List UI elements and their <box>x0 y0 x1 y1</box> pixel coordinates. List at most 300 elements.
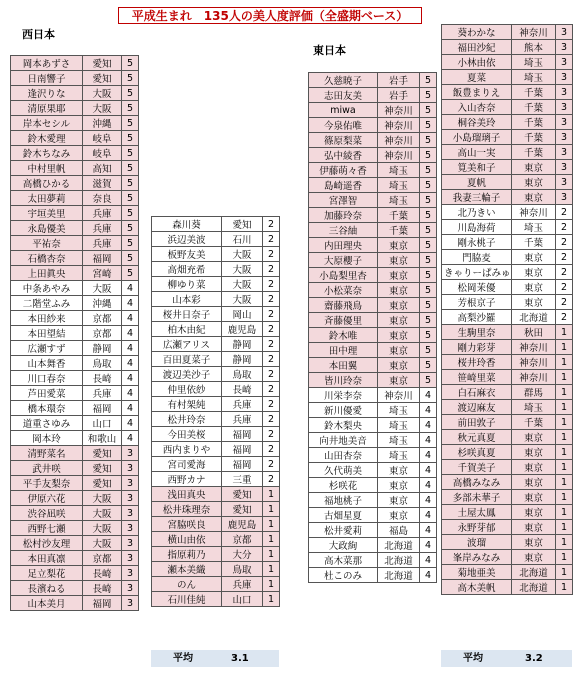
score-cell: 5 <box>122 176 139 191</box>
prefecture-cell: 奈良 <box>83 191 122 206</box>
prefecture-cell: 東京 <box>378 463 420 478</box>
prefecture-cell: 東京 <box>512 250 556 265</box>
prefecture-cell: 鳥取 <box>83 356 122 371</box>
prefecture-cell: 大阪 <box>222 262 263 277</box>
table-row <box>309 163 437 178</box>
prefecture-cell: 北海道 <box>378 568 420 583</box>
table-row <box>309 283 437 298</box>
person-name-cell: 伊原六花 <box>11 491 83 506</box>
score-cell: 4 <box>420 448 437 463</box>
table-row <box>442 25 573 40</box>
prefecture-cell: 兵庫 <box>83 236 122 251</box>
table-row <box>442 475 573 490</box>
score-cell: 2 <box>556 295 573 310</box>
score-cell: 5 <box>420 313 437 328</box>
person-name-cell: 渋谷凪咲 <box>11 506 83 521</box>
prefecture-cell: 北海道 <box>512 310 556 325</box>
table-row <box>442 340 573 355</box>
table-row <box>442 580 573 595</box>
score-cell: 3 <box>122 566 139 581</box>
score-cell: 5 <box>122 56 139 71</box>
table-row <box>442 280 573 295</box>
table-row <box>442 55 573 70</box>
prefecture-cell: 岩手 <box>378 88 420 103</box>
prefecture-cell: 兵庫 <box>222 397 263 412</box>
prefecture-cell: 埼玉 <box>378 433 420 448</box>
score-cell: 3 <box>122 491 139 506</box>
prefecture-cell: 愛知 <box>83 461 122 476</box>
score-cell: 1 <box>263 502 280 517</box>
score-cell: 3 <box>122 461 139 476</box>
prefecture-cell: 大阪 <box>83 491 122 506</box>
score-cell: 4 <box>420 553 437 568</box>
person-name-cell: 松岡茉優 <box>442 280 512 295</box>
person-name-cell: 久慈暁子 <box>309 73 378 88</box>
score-cell: 4 <box>420 418 437 433</box>
prefecture-cell: 東京 <box>378 343 420 358</box>
table-row <box>309 388 437 403</box>
person-name-cell: 松井玲奈 <box>152 412 222 427</box>
table-row <box>309 328 437 343</box>
score-cell: 2 <box>263 352 280 367</box>
person-name-cell: 松井珠理奈 <box>152 502 222 517</box>
prefecture-cell: 埼玉 <box>378 418 420 433</box>
score-cell: 1 <box>556 415 573 430</box>
table-row <box>442 70 573 85</box>
score-cell: 2 <box>263 217 280 232</box>
score-cell: 2 <box>263 322 280 337</box>
score-cell: 3 <box>556 100 573 115</box>
table-row <box>152 337 280 352</box>
score-cell: 3 <box>122 446 139 461</box>
score-cell: 3 <box>122 476 139 491</box>
score-cell: 2 <box>263 292 280 307</box>
score-cell: 2 <box>263 247 280 262</box>
table-row <box>309 538 437 553</box>
score-cell: 1 <box>263 517 280 532</box>
person-name-cell: 桜井日奈子 <box>152 307 222 322</box>
score-cell: 2 <box>556 265 573 280</box>
score-cell: 5 <box>122 146 139 161</box>
score-cell: 2 <box>263 277 280 292</box>
score-cell: 2 <box>556 280 573 295</box>
score-cell: 3 <box>556 145 573 160</box>
person-name-cell: 川口春奈 <box>11 371 83 386</box>
person-name-cell: 小島瑠璃子 <box>442 130 512 145</box>
prefecture-cell: 神奈川 <box>378 148 420 163</box>
prefecture-cell: 長崎 <box>83 581 122 596</box>
table-row <box>11 341 139 356</box>
score-cell: 1 <box>556 430 573 445</box>
table-row <box>152 397 280 412</box>
prefecture-cell: 東京 <box>512 190 556 205</box>
table-row <box>11 71 139 86</box>
score-cell: 4 <box>122 371 139 386</box>
score-cell: 2 <box>263 412 280 427</box>
person-name-cell: 島崎遥香 <box>309 178 378 193</box>
prefecture-cell: 福岡 <box>83 596 122 611</box>
table-row <box>152 562 280 577</box>
prefecture-cell: 埼玉 <box>378 163 420 178</box>
person-name-cell: 高山一実 <box>442 145 512 160</box>
person-name-cell: 逢沢りな <box>11 86 83 101</box>
person-name-cell: 向井地美音 <box>309 433 378 448</box>
prefecture-cell: 東京 <box>512 550 556 565</box>
score-cell: 4 <box>122 281 139 296</box>
person-name-cell: 指原莉乃 <box>152 547 222 562</box>
table-row <box>442 445 573 460</box>
score-cell: 4 <box>420 523 437 538</box>
table-row <box>442 400 573 415</box>
person-name-cell: 平祐奈 <box>11 236 83 251</box>
score-cell: 5 <box>420 298 437 313</box>
person-name-cell: 石川佳純 <box>152 592 222 607</box>
table-row <box>309 433 437 448</box>
table-row <box>152 577 280 592</box>
person-name-cell: 日南響子 <box>11 71 83 86</box>
prefecture-cell: 福岡 <box>83 251 122 266</box>
score-cell: 1 <box>556 505 573 520</box>
table-row <box>442 175 573 190</box>
person-name-cell: 高梨沙羅 <box>442 310 512 325</box>
prefecture-cell: 岐阜 <box>83 131 122 146</box>
person-name-cell: 小松菜奈 <box>309 283 378 298</box>
west-average-box <box>151 650 279 667</box>
west-average-value: 3.1 <box>231 653 249 664</box>
person-name-cell: 本田翼 <box>309 358 378 373</box>
table-row <box>152 217 280 232</box>
prefecture-cell: 東京 <box>378 358 420 373</box>
score-cell: 3 <box>556 160 573 175</box>
prefecture-cell: 石川 <box>222 232 263 247</box>
person-name-cell: 内田理央 <box>309 238 378 253</box>
prefecture-cell: 大阪 <box>83 536 122 551</box>
table-row <box>11 161 139 176</box>
person-name-cell: 平手友梨奈 <box>11 476 83 491</box>
prefecture-cell: 鳥取 <box>222 562 263 577</box>
score-cell: 5 <box>420 268 437 283</box>
table-row <box>442 565 573 580</box>
table-row <box>309 568 437 583</box>
table-row <box>152 367 280 382</box>
score-cell: 2 <box>556 310 573 325</box>
person-name-cell: 二階堂ふみ <box>11 296 83 311</box>
person-name-cell: 千賀美子 <box>442 460 512 475</box>
score-cell: 5 <box>122 71 139 86</box>
person-name-cell: 福田沙紀 <box>442 40 512 55</box>
person-name-cell: 松井愛莉 <box>309 523 378 538</box>
prefecture-cell: 熊本 <box>512 40 556 55</box>
table-row <box>309 193 437 208</box>
prefecture-cell: 鹿児島 <box>222 322 263 337</box>
score-cell: 4 <box>122 296 139 311</box>
west-japan-label: 西日本 <box>22 28 55 41</box>
person-name-cell: 山本彩 <box>152 292 222 307</box>
score-cell: 5 <box>122 206 139 221</box>
person-name-cell: 長濱ねる <box>11 581 83 596</box>
person-name-cell: 今泉佑唯 <box>309 118 378 133</box>
score-cell: 5 <box>122 116 139 131</box>
person-name-cell: 飯豊まりえ <box>442 85 512 100</box>
score-cell: 4 <box>122 401 139 416</box>
score-cell: 2 <box>263 442 280 457</box>
table-row <box>11 566 139 581</box>
score-cell: 4 <box>420 493 437 508</box>
score-cell: 1 <box>556 400 573 415</box>
person-name-cell: 柳ゆり菜 <box>152 277 222 292</box>
score-cell: 2 <box>556 205 573 220</box>
table-row <box>152 532 280 547</box>
person-name-cell: 川島海荷 <box>442 220 512 235</box>
table-row <box>309 103 437 118</box>
prefecture-cell: 東京 <box>378 493 420 508</box>
person-name-cell: 太田夢莉 <box>11 191 83 206</box>
person-name-cell: 葵わかな <box>442 25 512 40</box>
person-name-cell: 清野菜名 <box>11 446 83 461</box>
score-cell: 5 <box>420 253 437 268</box>
prefecture-cell: 神奈川 <box>512 25 556 40</box>
person-name-cell: 岡本玲 <box>11 431 83 446</box>
table-row <box>309 523 437 538</box>
score-cell: 5 <box>420 103 437 118</box>
table-row <box>442 535 573 550</box>
prefecture-cell: 兵庫 <box>222 577 263 592</box>
score-cell: 5 <box>420 133 437 148</box>
prefecture-cell: 鳥取 <box>222 367 263 382</box>
table-row <box>11 101 139 116</box>
table-row <box>152 592 280 607</box>
table-row <box>11 416 139 431</box>
table-row <box>309 208 437 223</box>
table-row <box>152 292 280 307</box>
prefecture-cell: 神奈川 <box>378 388 420 403</box>
prefecture-cell: 高知 <box>83 161 122 176</box>
person-name-cell: 高橋ひかる <box>11 176 83 191</box>
table-row <box>442 220 573 235</box>
table-row <box>152 352 280 367</box>
table-row <box>442 145 573 160</box>
table-row <box>11 131 139 146</box>
prefecture-cell: 愛知 <box>83 446 122 461</box>
person-name-cell: 永野芽郁 <box>442 520 512 535</box>
person-name-cell: 門脇麦 <box>442 250 512 265</box>
person-name-cell: 中村里帆 <box>11 161 83 176</box>
score-cell: 5 <box>420 178 437 193</box>
person-name-cell: 弘中綾香 <box>309 148 378 163</box>
table-row <box>309 178 437 193</box>
table-row <box>442 505 573 520</box>
score-cell: 5 <box>122 221 139 236</box>
score-cell: 1 <box>263 592 280 607</box>
person-name-cell: 瀬本美織 <box>152 562 222 577</box>
prefecture-cell: 兵庫 <box>83 386 122 401</box>
prefecture-cell: 秋田 <box>512 325 556 340</box>
person-name-cell: 伊藤萌々香 <box>309 163 378 178</box>
score-cell: 1 <box>556 520 573 535</box>
person-name-cell: 横山由依 <box>152 532 222 547</box>
prefecture-cell: 東京 <box>378 508 420 523</box>
prefecture-cell: 東京 <box>512 295 556 310</box>
table-row <box>152 307 280 322</box>
person-name-cell: 有村架純 <box>152 397 222 412</box>
table-row <box>11 401 139 416</box>
person-name-cell: 今田美桜 <box>152 427 222 442</box>
score-cell: 4 <box>420 463 437 478</box>
prefecture-cell: 兵庫 <box>83 206 122 221</box>
person-name-cell: 松村沙友理 <box>11 536 83 551</box>
person-name-cell: 本田望結 <box>11 326 83 341</box>
table-row <box>309 403 437 418</box>
table-row <box>11 446 139 461</box>
table-row <box>152 262 280 277</box>
table-row <box>11 461 139 476</box>
prefecture-cell: 千葉 <box>378 223 420 238</box>
score-cell: 1 <box>263 562 280 577</box>
person-name-cell: 川栄李奈 <box>309 388 378 403</box>
person-name-cell: 白石麻衣 <box>442 385 512 400</box>
person-name-cell: 西内まりや <box>152 442 222 457</box>
table-row <box>442 490 573 505</box>
person-name-cell: 橋本環奈 <box>11 401 83 416</box>
score-cell: 2 <box>263 397 280 412</box>
score-cell: 2 <box>263 307 280 322</box>
score-cell: 5 <box>420 118 437 133</box>
person-name-cell: 渡辺麻友 <box>442 400 512 415</box>
person-name-cell: 桐谷美玲 <box>442 115 512 130</box>
prefecture-cell: 神奈川 <box>512 370 556 385</box>
prefecture-cell: 大阪 <box>83 86 122 101</box>
score-cell: 3 <box>556 85 573 100</box>
prefecture-cell: 北海道 <box>378 553 420 568</box>
prefecture-cell: 東京 <box>378 313 420 328</box>
prefecture-cell: 和歌山 <box>83 431 122 446</box>
prefecture-cell: 大阪 <box>222 247 263 262</box>
table-row <box>11 236 139 251</box>
table-row <box>442 355 573 370</box>
person-name-cell: 鈴木梨央 <box>309 418 378 433</box>
table-row <box>442 265 573 280</box>
table-row <box>11 551 139 566</box>
prefecture-cell: 神奈川 <box>512 340 556 355</box>
prefecture-cell: 大阪 <box>83 281 122 296</box>
prefecture-cell: 埼玉 <box>512 220 556 235</box>
table-row <box>11 506 139 521</box>
prefecture-cell: 沖縄 <box>83 296 122 311</box>
prefecture-cell: 神奈川 <box>378 118 420 133</box>
person-name-cell: きゃりーぱみゅ <box>442 265 512 280</box>
prefecture-cell: 千葉 <box>512 85 556 100</box>
score-cell: 4 <box>122 386 139 401</box>
person-name-cell: 皆川玲奈 <box>309 373 378 388</box>
score-cell: 5 <box>420 328 437 343</box>
prefecture-cell: 鹿児島 <box>222 517 263 532</box>
prefecture-cell: 宮崎 <box>83 266 122 281</box>
person-name-cell: 加藤玲奈 <box>309 208 378 223</box>
table-row <box>309 133 437 148</box>
table-row <box>442 460 573 475</box>
prefecture-cell: 東京 <box>378 328 420 343</box>
table-row <box>11 56 139 71</box>
prefecture-cell: 北海道 <box>512 565 556 580</box>
person-name-cell: 小林由依 <box>442 55 512 70</box>
table-row <box>309 313 437 328</box>
table-row <box>442 430 573 445</box>
score-cell: 4 <box>122 356 139 371</box>
person-name-cell: 芦田愛菜 <box>11 386 83 401</box>
east-average-label: 平均 <box>463 653 483 664</box>
person-name-cell: 生駒里奈 <box>442 325 512 340</box>
score-cell: 5 <box>420 223 437 238</box>
prefecture-cell: 京都 <box>222 532 263 547</box>
person-name-cell: 高橋みなみ <box>442 475 512 490</box>
table-row <box>152 382 280 397</box>
table-row <box>442 250 573 265</box>
person-name-cell: 杜このみ <box>309 568 378 583</box>
person-name-cell: 永島優美 <box>11 221 83 236</box>
prefecture-cell: 埼玉 <box>378 178 420 193</box>
person-name-cell: 清原果耶 <box>11 101 83 116</box>
table-row <box>11 581 139 596</box>
prefecture-cell: 愛知 <box>222 217 263 232</box>
prefecture-cell: 神奈川 <box>378 103 420 118</box>
table-row <box>309 148 437 163</box>
prefecture-cell: 埼玉 <box>512 55 556 70</box>
score-cell: 4 <box>420 388 437 403</box>
prefecture-cell: 東京 <box>512 265 556 280</box>
score-cell: 3 <box>122 521 139 536</box>
table-row <box>309 298 437 313</box>
table-row <box>152 502 280 517</box>
score-cell: 5 <box>420 238 437 253</box>
score-cell: 1 <box>556 535 573 550</box>
table-row <box>309 358 437 373</box>
score-cell: 2 <box>263 457 280 472</box>
person-name-cell: 足立梨花 <box>11 566 83 581</box>
table-row <box>309 448 437 463</box>
person-name-cell: 我妻三輪子 <box>442 190 512 205</box>
person-name-cell: 鈴木唯 <box>309 328 378 343</box>
person-name-cell: 高木菜那 <box>309 553 378 568</box>
score-cell: 3 <box>556 55 573 70</box>
person-name-cell: 西野七瀬 <box>11 521 83 536</box>
person-name-cell: 宇垣美里 <box>11 206 83 221</box>
prefecture-cell: 東京 <box>512 280 556 295</box>
east-sub-table <box>441 24 573 595</box>
prefecture-cell: 大阪 <box>83 101 122 116</box>
score-cell: 5 <box>420 73 437 88</box>
prefecture-cell: 兵庫 <box>83 221 122 236</box>
table-row <box>11 266 139 281</box>
prefecture-cell: 静岡 <box>83 341 122 356</box>
prefecture-cell: 愛知 <box>83 71 122 86</box>
person-name-cell: 多部未華子 <box>442 490 512 505</box>
person-name-cell: 森川葵 <box>152 217 222 232</box>
east-average-box <box>441 650 572 667</box>
score-cell: 1 <box>263 532 280 547</box>
prefecture-cell: 長崎 <box>222 382 263 397</box>
prefecture-cell: 群馬 <box>512 385 556 400</box>
score-cell: 2 <box>556 250 573 265</box>
score-cell: 4 <box>420 403 437 418</box>
prefecture-cell: 沖縄 <box>83 116 122 131</box>
person-name-cell: 上田眞央 <box>11 266 83 281</box>
table-row <box>11 191 139 206</box>
table-row <box>152 517 280 532</box>
prefecture-cell: 東京 <box>512 160 556 175</box>
table-row <box>11 371 139 386</box>
person-name-cell: 齋藤飛鳥 <box>309 298 378 313</box>
table-row <box>11 431 139 446</box>
